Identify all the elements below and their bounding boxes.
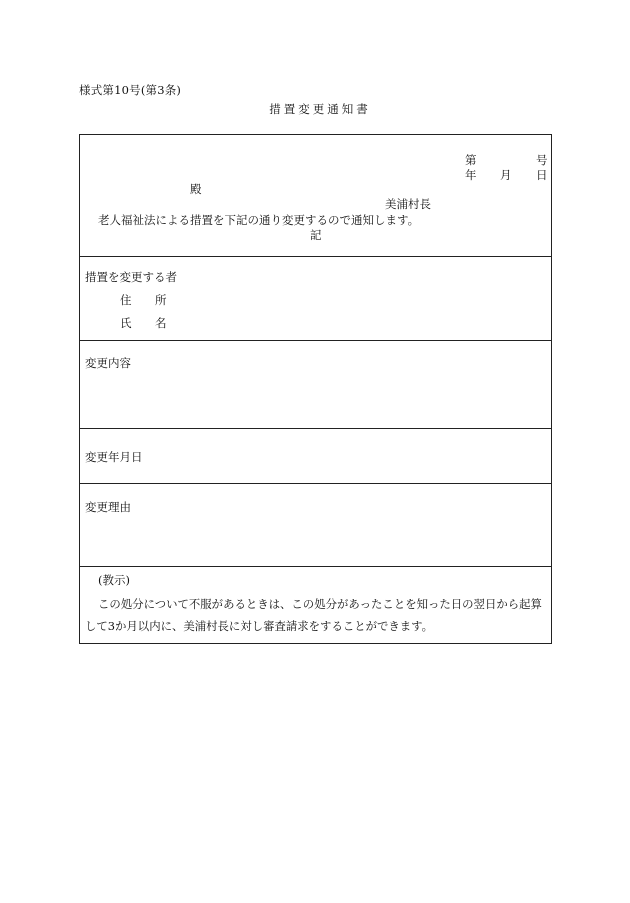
date-month: 月	[500, 168, 512, 182]
change-date-label: 変更年月日	[85, 450, 143, 464]
change-reason-label: 変更理由	[85, 500, 131, 514]
change-date-section	[80, 429, 551, 484]
form-table	[79, 134, 552, 644]
address-label-char2: 所	[155, 293, 167, 307]
name-label-char2: 名	[155, 316, 167, 330]
number-prefix: 第	[465, 153, 477, 167]
notice-text: 老人福祉法による措置を下記の通り変更するので通知します。	[98, 213, 420, 227]
person-label: 措置を変更する者	[85, 270, 177, 284]
instruction-line-1: この処分について不服があるときは、この処分があったことを知った日の翌日から起算	[98, 597, 542, 611]
instruction-line-2: して3か月以内に、美浦村長に対し審査請求をすることができます。	[85, 619, 434, 633]
number-suffix: 号	[536, 153, 548, 167]
change-content-section	[80, 341, 551, 429]
record-mark: 記	[310, 228, 322, 242]
person-section	[80, 257, 551, 341]
change-content-label: 変更内容	[85, 356, 131, 370]
form-number: 様式第10号(第3条)	[79, 83, 182, 97]
addressee-suffix: 殿	[190, 182, 202, 196]
instruction-label: (教示)	[98, 573, 130, 587]
change-reason-section	[80, 484, 551, 567]
issuer-name: 美浦村長	[385, 197, 431, 211]
address-label-char1: 住	[120, 293, 132, 307]
instruction-section	[80, 567, 551, 643]
date-year: 年	[465, 168, 477, 182]
name-label-char1: 氏	[120, 316, 132, 330]
date-day: 日	[536, 168, 548, 182]
document-title: 措置変更通知書	[269, 102, 371, 116]
header-section	[80, 135, 551, 257]
